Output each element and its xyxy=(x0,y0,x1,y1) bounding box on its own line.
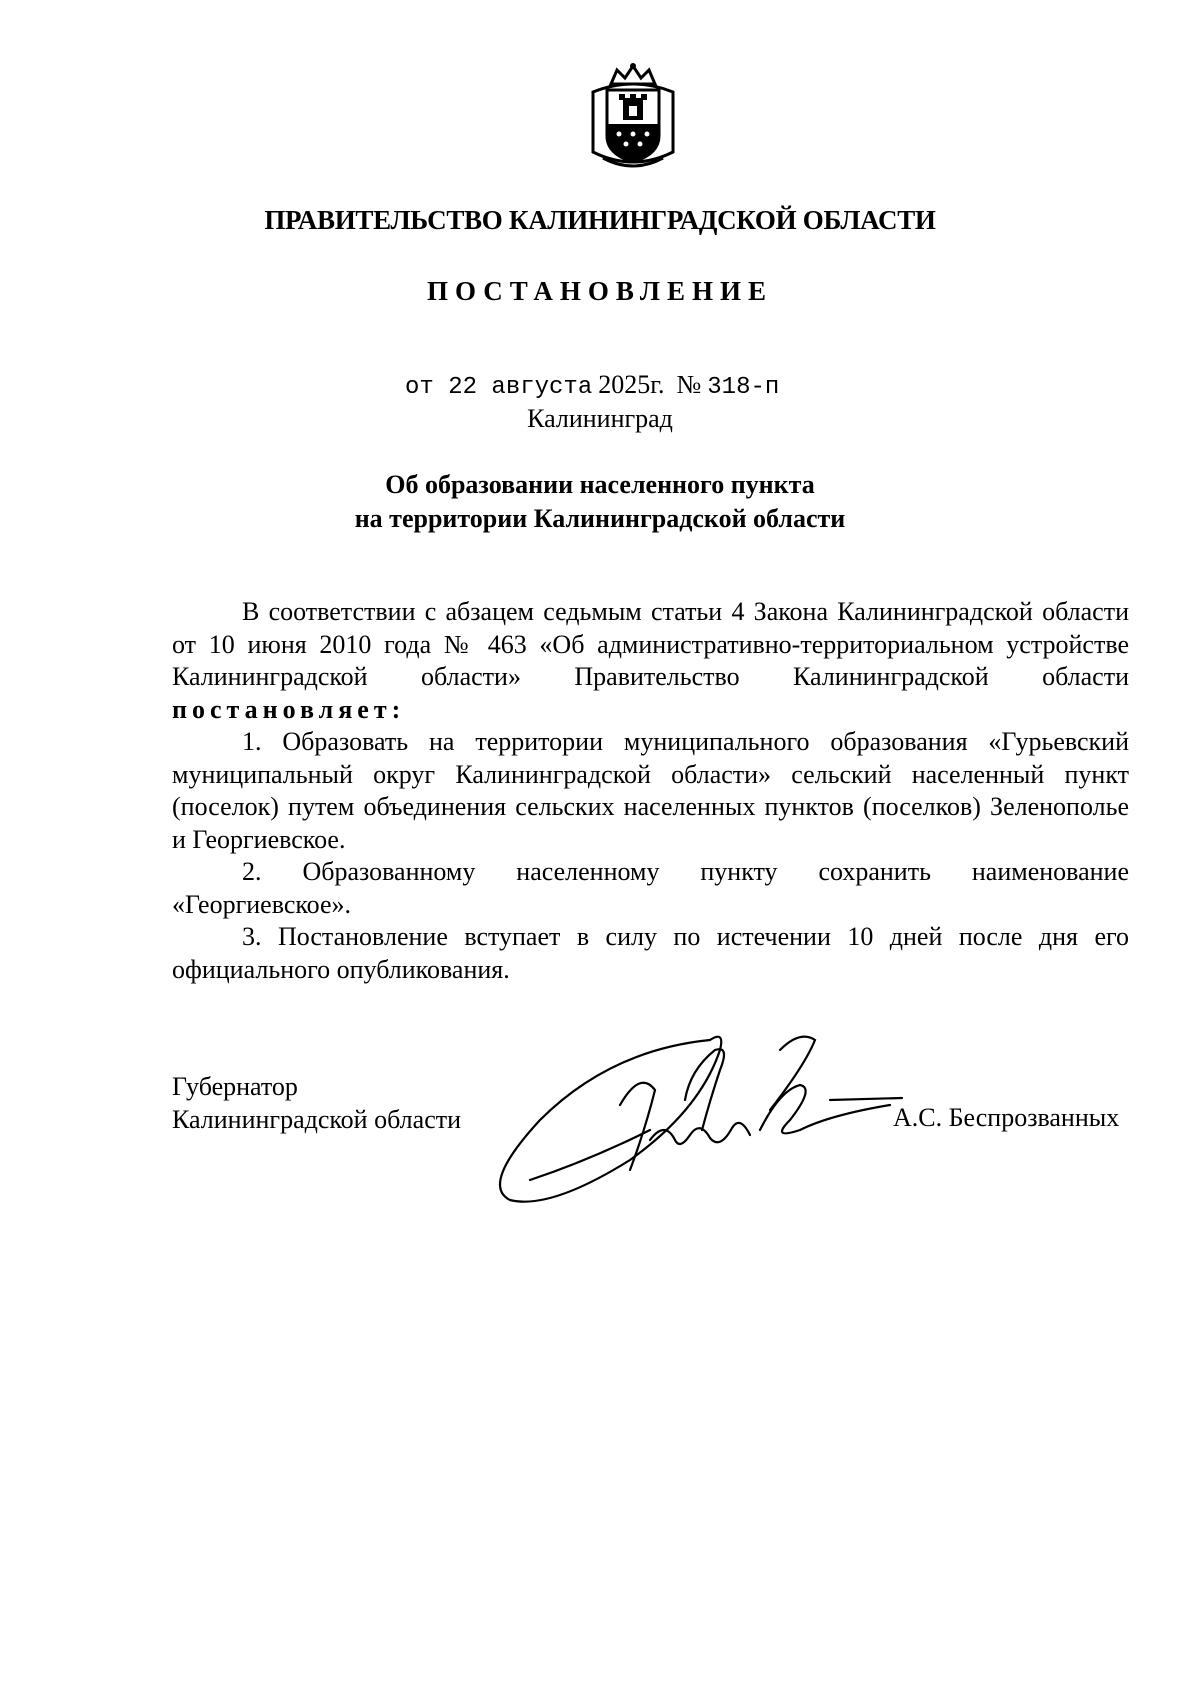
subject-line-2: на территории Калининградской области xyxy=(354,504,846,533)
signatory-position xyxy=(172,1070,461,1136)
number-sign: № xyxy=(676,370,702,399)
document-subject xyxy=(0,468,1200,536)
coat-of-arms-icon xyxy=(583,62,683,174)
subject-line-1: Об образовании населенного пункта xyxy=(385,470,815,499)
handwritten-signature-icon xyxy=(470,1010,910,1210)
year-suffix: г. xyxy=(650,370,665,399)
date-number-line xyxy=(405,370,779,401)
document-date: от 22 августа xyxy=(405,374,593,401)
document-type: ПОСТАНОВЛЕНИЕ xyxy=(426,276,774,306)
intro-paragraph xyxy=(172,596,1129,726)
document-city: Калининград xyxy=(527,404,673,433)
item-2: 2. Образованному населенному пункту сохранить наименование «Георгиевское». xyxy=(172,857,1129,919)
document-number: 318-п xyxy=(707,374,780,401)
document-body xyxy=(172,596,1129,986)
signatory-name: А.С. Беспрозванных xyxy=(893,1103,1120,1132)
position-line-1: Губернатор xyxy=(172,1072,298,1101)
decree-word: постановляет: xyxy=(172,694,406,724)
intro-text: В соответствии с абзацем седьмым статьи 4 Закона Калининградской области от 10 июня 2010 года № 463 «Об административно-территориальном устройстве Калининградской области» Правительство Калининградской области xyxy=(172,597,1129,691)
item-3: 3. Постановление вступает в силу по истечении 10 дней после дня его официального опубликования. xyxy=(172,922,1129,984)
item-1: 1. Образовать на территории муниципального образования «Гурьевский муниципальный округ Калининградской области» сельский населенный пункт (поселок) путем объединения сельских населенных пунктов (поселков) Зеленополье и Георгиевское. xyxy=(172,727,1129,854)
organization-title: ПРАВИТЕЛЬСТВО КАЛИНИНГРАДСКОЙ ОБЛАСТИ xyxy=(264,205,936,235)
document-year: 2025 xyxy=(598,370,651,399)
position-line-2: Калининградской области xyxy=(172,1105,462,1134)
